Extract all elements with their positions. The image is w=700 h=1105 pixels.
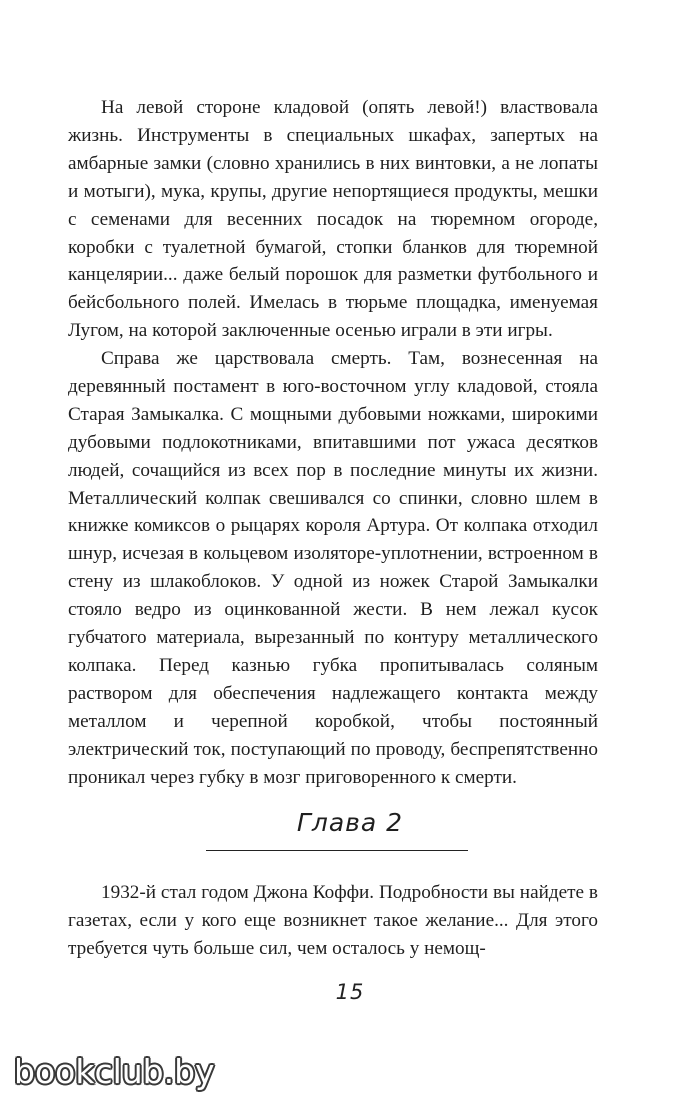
paragraph-right-side-death: Справа же царствовала смерть. Там, вознесенная на деревянный постамент в юго-восточном углу кладовой, стояла Старая Замыкалка. С мощными дубовыми ножками, широкими дубовыми подлокотниками, впитавшими пот ужаса десятков людей, сочащийся из всех пор в последние минуты их жизни. Металлический колпак свешивался со спинки, словно шлем в книжке комиксов о рыцарях короля Артура. От колпака отходил шнур, исчезая в кольцевом изоляторе-уплотнении, встроенном в стену из шлакоблоков. У одной из ножек Старой Замыкалки стояло ведро из оцинкованной жести. В нем лежал кусок губчатого материала, вырезанный по контуру металлического колпака. Перед казнью губка пропитывалась соляным раствором для обеспечения надлежащего контакта между металлом и черепной коробкой, чтобы постоянный электрический ток, поступающий по проводу, беспрепятственно проникал через губку в мозг приговоренного к смерти. <box>68 348 598 788</box>
page-number: 15 <box>335 980 365 1004</box>
chapter-heading: Глава 2 <box>296 808 404 837</box>
paragraph-left-side-storeroom: На левой стороне кладовой (опять левой!) властвовала жизнь. Инструменты в специальных шкафах, запертых на амбарные замки (словно хранились в них винтовки, а не лопаты и мотыги), мука, крупы, другие непортящиеся продукты, мешки с семенами для весенних посадок на тюремном огороде, коробки с туалетной бумагой, стопки бланков для тюремной канцелярии... даже белый порошок для разметки футбольного и бейсбольного полей. Имелась в тюрьме площадка, именуемая Лугом, на которой заключенные осенью играли в эти игры. <box>68 97 598 342</box>
paragraph-chapter-2-opening: 1932-й стал годом Джона Коффи. Подробности вы найдете в газетах, если у кого еще возникнет такое желание... Для этого требуется чуть больше сил, чем осталось у немощ- <box>68 882 598 959</box>
watermark-logo: bookclub.by <box>14 1052 215 1091</box>
chapter-divider <box>206 850 468 851</box>
